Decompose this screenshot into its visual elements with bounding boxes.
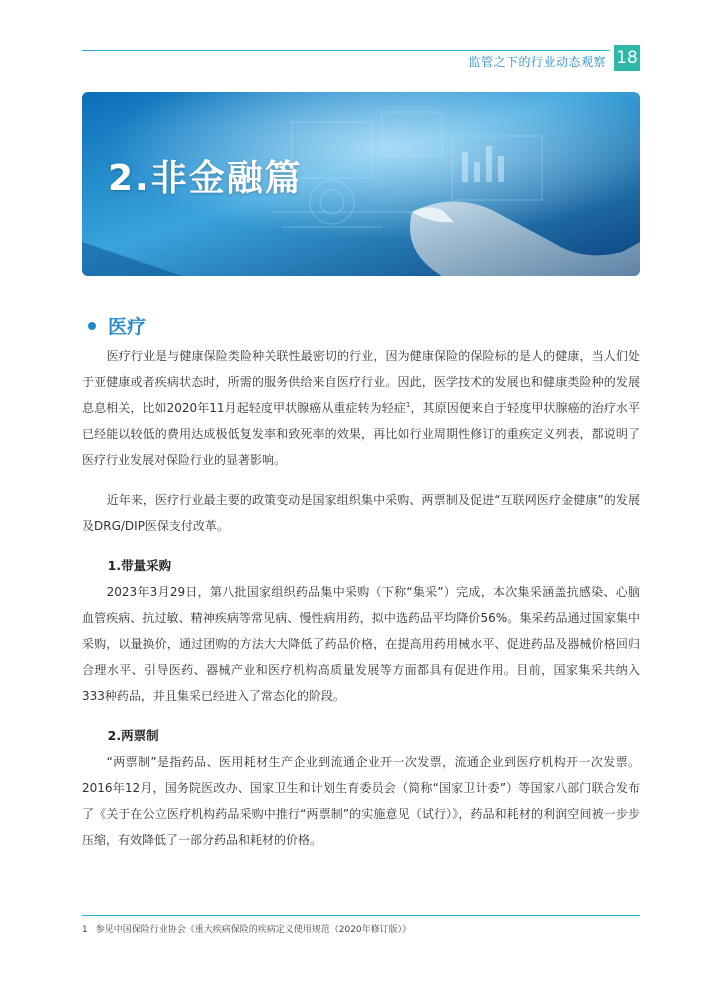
paragraph-policy-changes: 近年来，医疗行业最主要的政策变动是国家组织集中采购、两票制及促进“互联网医疗金健康”的发展及DRG/DIP医保支付改革。: [82, 493, 640, 533]
paragraph-text: ，其原因便来自于轻度甲状腺癌的治疗水平已经能以较低的费用达成极低复发率和致死率的效果，再比如行业周期性修订的重疾定义列表，都说明了医疗行业发展对保险行业的显著影响。: [82, 401, 640, 467]
section-banner: [82, 92, 640, 276]
footnote: [82, 922, 411, 935]
paragraph-volume-procurement: 2023年3月29日，第八批国家组织药品集中采购（下称“集采”）完成，本次集采涵盖抗感染、心脑血管疾病、抗过敏、精神疾病等常见病、慢性病用药，拟中选药品平均降价56%。集采药品通过国家集中采购，以量换价，通过团购的方法大大降低了药品价格，在提高用药用械水平、促进药品及器械价格回归合理水平、引导医药、器械产业和医疗机构高质量发展等方面都具有促进作用。目前，国家集采共纳入333种药品，并且集采已经进入了常态化的阶段。: [82, 585, 640, 703]
footnote-text: 参见中国保险行业协会《重大疾病保险的疾病定义使用规范（2020年修订版）》: [95, 925, 412, 935]
subheading-two-invoice: 2.两票制: [107, 728, 159, 743]
footnote-ref: 1: [405, 401, 411, 409]
page-number-badge: 18: [614, 45, 640, 71]
bullet-dot-icon: [88, 322, 96, 330]
footnote-number: 1: [82, 925, 88, 935]
paragraph-medical-intro: [82, 343, 640, 473]
section-heading: [88, 312, 146, 339]
subheading-volume-procurement: 1.带量采购: [107, 558, 172, 573]
section-title: 医疗: [108, 316, 147, 338]
header-rule: [82, 50, 609, 51]
banner-title: 2.非金融篇: [108, 158, 303, 199]
running-header-title: 监管之下的行业动态观察: [468, 55, 606, 69]
paragraph-text: 医疗行业是与健康保险类险种关联性最密切的行业，因为健康保险的保险标的是人的健康，当人们处于亚健康或者疾病状态时，所需的服务供给来自医疗行业。因此，医学技术的发展也和健康类险种的发展息息相关，比如2020年11月起轻度甲状腺癌从重症转为轻症: [82, 349, 640, 415]
body-content: [82, 343, 640, 853]
footnote-rule: [82, 915, 640, 916]
paragraph-two-invoice: “两票制”是指药品、医用耗材生产企业到流通企业开一次发票，流通企业到医疗机构开一次发票。2016年12月，国务院医改办、国家卫生和计划生育委员会（简称“国家卫计委”）等国家八部门联合发布了《关于在公立医疗机构药品采购中推行“两票制”的实施意见（试行）》，药品和耗材的利润空间被一步步压缩，有效降低了一部分药品和耗材的价格。: [82, 755, 640, 847]
